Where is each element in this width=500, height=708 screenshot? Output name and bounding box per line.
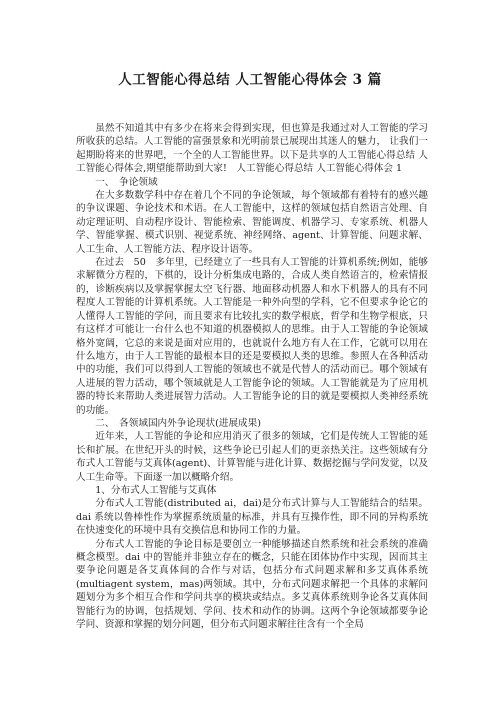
document-body: [76, 122, 428, 631]
paragraph-dai: 分布式人工智能(distributed ai，dai)是分布式计算与人工智能结合的结果。dai 系统以鲁棒性作为掌握系统质量的标准，并具有互操作性，即不同的异构系统在快速变化的环境中具有交换信息和协同工作的力量。: [76, 498, 428, 537]
section-heading-2: 二、 各领域国内外争论现状(进展成果): [95, 417, 261, 429]
section-heading-1: 一、 争论领域: [95, 176, 158, 188]
document-title: 人工智能心得总结 人工智能心得体会 3 篇: [118, 72, 382, 88]
paragraph-dai-goal: 分布式人工智能的争论目标是要创立一种能够描述自然系统和社会系统的准确概念模型。dai 中的智能并非独立存在的概念，只能在团体协作中实现，因而其主要争论问题是各艾真体间的合作与对话，包括分布式问题求解和多艾真体系统(multiagent system，mas)两领域。其中，分布式问题求解把一个具体的求解问题划分为多个相互合作和学问共享的模块或结点。多艾真体系统则争论各艾真体间智能行为的协调，包括规划、学问、技术和动作的协调。这两个争论领域都要争论学问、资源和掌握的划分问题，但分布式问题求解往往含有一个全局: [76, 538, 428, 631]
paragraph-fields: 在大多数数学科中存在着几个不同的争论领域，每个领域都有着特有的感兴趣的争议课题、争论技术和术语。在人工智能中，这样的领域包括自然语言处理、自动定理证明、自动程序设计、智能检索、智能调度、机器学习、专家系统、机器人学、智能掌握、模式识别、视觉系统、神经网络、agent、计算智能、问题求解、人工生命、人工智能方法、程序设计语等。: [76, 190, 428, 255]
paragraph-history: 在过去 50 多年里，已经建立了一些具有人工智能的计算机系统;例如，能够求解微分方程的，下棋的，设计分析集成电路的，合成人类自然语言的，检索情报的，诊断疾病以及掌握掌握太空飞行器、地面移动机器人和水下机器人的具有不同程度人工智能的计算机系统。人工智能是一种外向型的学科，它不但要求争论它的人懂得人工智能的学问，而且要求有比较扎实的数学根底，哲学和生物学根底，只有这样才可能让一台什么也不知道的机器模拟人的思维。由于人工智能的争论领域格外宽阔，它总的来说是面对应用的，也就说什么地方有人在工作，它就可以用在什么地方，由于人工智能的最根本目的还是要模拟人类的思维。参照人在各种活动中的功能，我们可以得到人工智能的领域也不就是代替人的活动而已。哪个领域有人进展的智力活动，哪个领域就是人工智能争论的领域。人工智能就是为了应用机器的特长来帮助人类进展智力活动。人工智能争论的目的就是要模拟人类神经系统的功能。: [76, 257, 428, 416]
paragraph-recent: 近年来，人工智能的争论和应用消灭了很多的领域，它们是传统人工智能的延长和扩展。在世纪开头的时候，这些争论已引起人们的更亲热关注。这些领域有分布式人工智能与艾真体(agent)、计算智能与进化计算、数据挖掘与学问发觉，以及人工生命等。下面逐一加以概略介绍。: [76, 431, 428, 483]
subsection-heading-1: 1、分布式人工智能与艾真体: [95, 484, 217, 496]
paragraph-intro: 虽然不知道其中有多少在将来会得到实现，但也算是我通过对人工智能的学习所收获的总结。人工智能的富强景象和光明前景已展现出其迷人的魅力， 让我们一起期盼将来的世界吧，一个全的人工智能世界。以下是共享的人工智能心得总结 人工智能心得体会,期望能帮助到大家! 人工智能心得总结 人工智能心得体会 1: [76, 123, 428, 175]
